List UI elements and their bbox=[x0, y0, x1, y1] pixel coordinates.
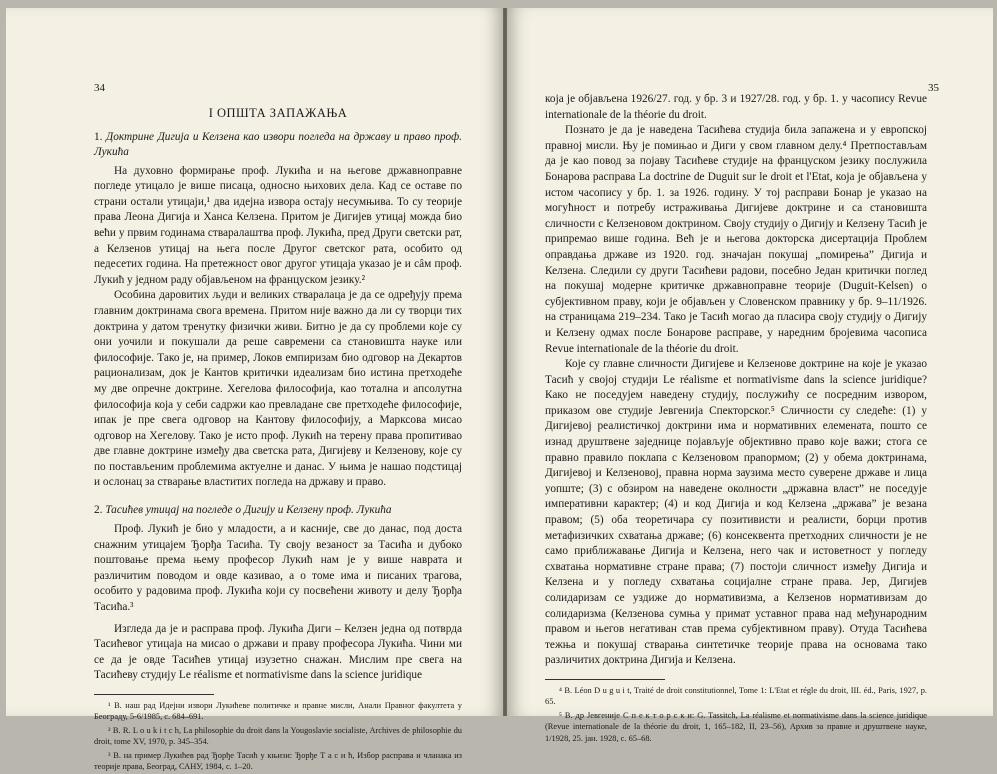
right-paragraph-3: Које су главне сличности Дигијеве и Келзенове доктрине на које је указао Тасић у својој студији Le réalisme et normativisme dans la science juridique? Како не поседујем наведену студију, послужићу се посредним извором, приказом ове студије Јевгенија Спекторског.⁵ Сличности су следеће: (1) у Дигијевој реалистичкој доктрини има и нормативних елемената, пошто се изнад друштвене заједнице појављује објективно право које важи; стога се правно правило поклапа с Келзеновом прanормом; (2) у обема доктринама, Дигијевој и Келзеновој, правна норма заузима место суверене државе и лица уопште; (3) с обзиром на наведене околности „државна власт” не поседује императивни карактер; (4) и код Дигија и код Келзена „држава” је везана правом; (5) оба теоретичара су позитивисти и реалисти, борци против метафизичких схватања државе; (6) консеквента претходних сличности је не само приближавање Дигија и Келзена, него чак и истоветност у погледу схватања нормативне стране права; (7) постоји сличност између Дигија и Келзена и у погледу схватања социјалне стране права. Јер, Дигијев солидаризам се уздиже до нормативизма, а Келзенов нормативизам до солидаризма (Келзенова сумња у примат уставног права над међународним правом и његов негативан став према субјективном праву). Отуда Тасићева тежња и покушај стварања синтетичке теорије права на основама тако различитих доктрина Дигија и Келзена. bbox=[545, 358, 927, 667]
section-1-number: 1. bbox=[94, 130, 103, 143]
footnote-4: ⁴ В. Léon D u g u i t, Traité de droit constitutionnel, Tome 1: L'Etat et régle du droit, III. éd., Paris, 1927, p. 65. bbox=[545, 685, 927, 707]
section-2-title: Тасићев утицај на погледе о Дигију и Келзену проф. Лукића bbox=[105, 504, 392, 517]
right-page-number: 35 bbox=[928, 82, 939, 94]
left-paragraph-1: На духовно формирање проф. Лукића и на његове државноправне погледе утицало је више писаца, односно њихових дела. Кад се оставе по страни остали утицаји,¹ два идејна извора остају несумњива. То су теорије права Леона Дигија и Ханса Келзена. Притом је Дигијев утицај можда био већи у првим годинама стваралаштва проф. Лукића, пред Други светски рат, а Келзенов утицај на њега после Другог светског рата, особито од педесетих година. На претежност овог другог утицаја указао је и сâм проф. Лукић у једном раду објављеном на француском језику.² bbox=[94, 164, 462, 286]
footnote-2: ² В. R. L o u k i t c h, La philosophie du droit dans la Yougoslavie socialiste, Archives de philosophie du droit, tome XV, 1970, p. 345–354. bbox=[94, 725, 462, 747]
left-page bbox=[6, 8, 503, 772]
footnote-5: ⁵ В. др Јевгеније С п е к т о р с к и: G. Tassitch, La réalisme et normativisme dans la science juridique (Revue internationale de la théorie du droit, 1, 165–182, II, 23–56), Архив за правне и друштвене науке, 1/1928, 25. јан. 1928, с. 65–68. bbox=[545, 710, 927, 743]
footnote-3: ³ В. на пример Лукићев рад Ђорђе Тасић у књизи: Ђорђе Т а с и ћ, Избор расправа и чланака из теорије права, Београд, САНУ, 1984, с. 1–20. bbox=[94, 750, 462, 772]
left-page-number: 34 bbox=[94, 82, 105, 94]
right-page bbox=[507, 8, 993, 743]
right-paragraph-1: која је објављена 1926/27. год. у бр. 3 и 1927/28. год. у бр. 1. у часопису Revue internationale de la théorie du droit. bbox=[545, 93, 927, 121]
section-2-number: 2. bbox=[94, 504, 103, 517]
left-paragraph-4: Изгледа да је и расправа проф. Лукића Диги – Келзен једна од потврда Тасићевог утицаја на мисао о држави и праву професора Лукића. Чини ми се да је овде Тасићев утицај изузетно снажан. Мислим пре свега на Тасићеву студију Le réalisme et normativisme dans la science juridique bbox=[94, 622, 462, 682]
footnote-rule-right bbox=[545, 679, 665, 680]
chapter-title: I ОПШТА ЗАПАЖАЊА bbox=[208, 106, 348, 120]
section-1-heading bbox=[94, 130, 462, 160]
left-page-content bbox=[94, 100, 462, 774]
footnote-rule bbox=[94, 694, 214, 695]
section-2-heading bbox=[94, 503, 462, 518]
left-paragraph-2: Особина даровитих људи и великих стваралаца је да се одређују према главним доктринама свога времена. Притом није важно да ли су творци тих доктрина у датом тренутку физички живи. Битно је да су проблеми које су они уочили и покушали да реше савремени са становишта науке или философије. Тако је, на пример, Локов емпиризам био одговор на Декартов рационализам, док је Кантов критички идеализам био истина претходеће му две опречне доктрине. Хегелова философија, као тотална и апсолутна философија која у себи садржи као превладане све претходеће философије, ипак је пре свега одговор на Кантову философију, а Марксова мисао одговор на Хегелову. Тако је исто проф. Лукић на терену права пропитивао две главне доктрине између два светска рата, Дигијеву и Келзенову, које су по постављеним проблемима актуелне и данас. У њима је нашао подстицај и ослонац за стварање властитих погледа на државу и право. bbox=[94, 289, 462, 489]
footnote-1: ¹ В. наш рад Идејни извори Лукићеве политичке и правне мисли, Анали Правног факултета у Београду, 5-6/1985, с. 684–691. bbox=[94, 701, 462, 722]
right-page-content bbox=[545, 92, 927, 746]
left-paragraph-3: Проф. Лукић је био у младости, а и касније, све до данас, под доста снажним утицајем Ђорђа Тасића. Ту своју везаност за Тасића и дубоко поштовање према њему професор Лукић нам је у више наврата и различитим поводом и овде казивао, а о томе има и писаних трагова, особито у радовима проф. Лукића који су посвећени животу и делу Ђорђа Тасића.³ bbox=[94, 523, 462, 614]
right-paragraph-2: Познато је да је наведена Тасићева студија била запажена и у европској правној мисли. Њу је помињао и Диги у свом главном делу.⁴ Претпостављам да је као повод за појаву Тасићеве студије на француском језику послужила Бонарова расправа La doctrine de Duguit sur le droit et l'Etat, која је објављена у истом часопису у бр. 1. за 1926. годину. У тој расправи Бонар је указао на могућност и потребу истраживања Дигијеве доктрине и са становишта сличности с Келзеновом доктрином. Своју студију о Дигију и Келзену Тасић је припремао више година. Већ је и његова докторска дисертација Проблем оправдања државе из 1920. год. значајан покушај „помирења” Дигија и Келзена. Следили су други Тасићеви радови, посебно Један критички поглед на покушај модерне критичке државноправне теорије (Duguit-Kelsen) о субјективном праву, који је објављен у Словенском правнику у бр. 9–11/1926. на страницама 219–234. Тако је Тасић могао да пласира своју студију о Дигију и Келзену одмах после Бонарове расправе, у наредним бројевима часописа Revue internationale de la théorie du droit. bbox=[545, 124, 927, 355]
section-1-title: Доктрине Дигија и Келзена као извори погледа на државу и право проф. Лукића bbox=[94, 130, 462, 158]
